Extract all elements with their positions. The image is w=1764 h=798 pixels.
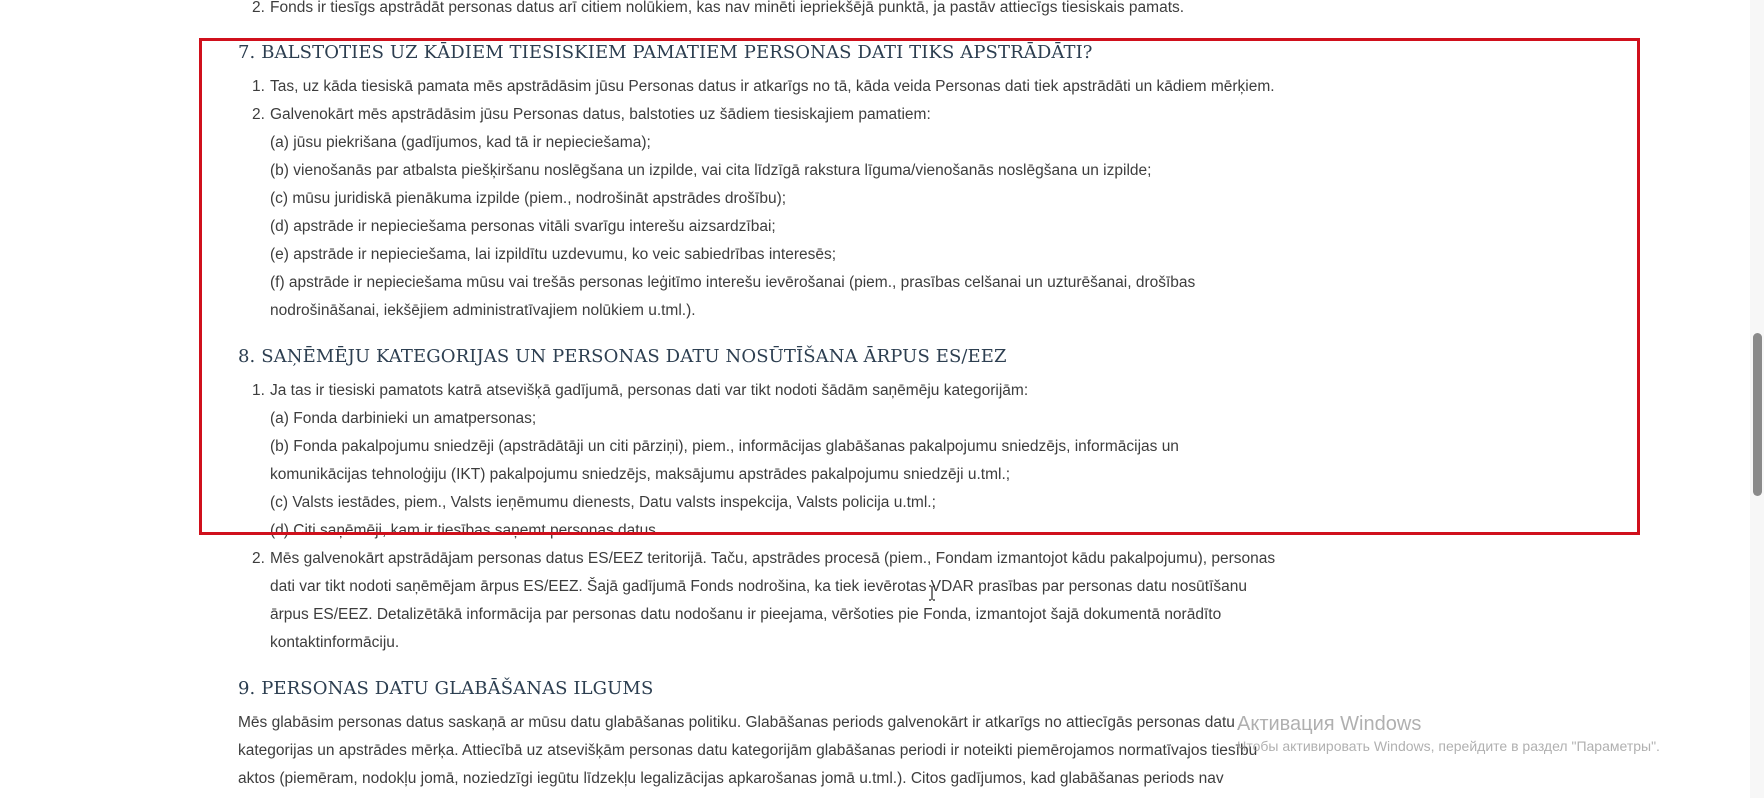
sub-item-b-line2: komunikācijas tehnoloģiju (IKT) pakalpojumu sniedzējs, maksājumu apstrādes pakalpojumu sniedzēji u.tml.; xyxy=(270,466,1011,483)
list-item-text-line1: Mēs galvenokārt apstrādājam personas datus ES/EEZ teritorijā. Taču, apstrādes procesā (piem., Fondam izmantojot kādu pakalpojumu), personas xyxy=(270,550,1276,567)
scrollbar[interactable] xyxy=(1750,0,1764,798)
sub-item-b-line1: (b) Fonda pakalpojumu sniedzēji (apstrādātāji un citi pārziņi), piem., informācijas glabāšanas pakalpojumu sniedzējs, informācijas un xyxy=(270,438,1179,455)
sub-item-d: (d) apstrāde ir nepieciešama personas vitāli svarīgu interešu aizsardzībai; xyxy=(270,218,776,235)
section-8-heading: 8. SAŅĒMĒJU KATEGORIJAS UN PERSONAS DATU NOSŪTĪŠANA ĀRPUS ES/EEZ xyxy=(238,346,1007,367)
sub-item-a: (a) Fonda darbinieki un amatpersonas; xyxy=(270,410,537,427)
sub-item-a: (a) jūsu piekrišana (gadījumos, kad tā ir nepieciešama); xyxy=(270,134,651,151)
sub-item-d: (d) Citi saņēmēji, kam ir tiesības saņemt personas datus. xyxy=(270,522,661,539)
section-7-heading: 7. BALSTOTIES UZ KĀDIEM TIESISKIEM PAMATIEM PERSONAS DATI TIKS APSTRĀDĀTI? xyxy=(238,42,1093,63)
paragraph-line3: aktos (piemēram, nodokļu jomā, noziedzīgi iegūtu līdzekļu legalizācijas apkarošanas jomā u.tml.). Citos gadījumos, kad glabāšanas periods nav xyxy=(238,770,1224,787)
paragraph-line1: Mēs glabāsim personas datus saskaņā ar mūsu datu glabāšanas politiku. Glabāšanas periods galvenokārt ir atkarīgs no attiecīgās personas datu xyxy=(238,714,1235,731)
watermark-subtitle: Чтобы активировать Windows, перейдите в раздел "Параметры". xyxy=(1237,738,1660,754)
list-item-text: Tas, uz kāda tiesiskā pamata mēs apstrādāsim jūsu Personas datus ir atkarīgs no tā, kāda veida Personas dati tiek apstrādāti un kādiem mērķiem. xyxy=(270,78,1275,95)
list-item-text: Galvenokārt mēs apstrādāsim jūsu Personas datus, balstoties uz šādiem tiesiskajiem pamatiem: xyxy=(270,106,931,123)
sub-item-e: (e) apstrāde ir nepieciešama, lai izpildītu uzdevumu, ko veic sabiedrības interesēs; xyxy=(270,246,837,263)
scrollbar-thumb[interactable] xyxy=(1753,333,1762,496)
list-item-text-line3: ārpus ES/EEZ. Detalizētākā informācija par personas datu nodošanu ir pieejama, vēršoties pie Fonda, izmantojot šajā dokumentā norādīto xyxy=(270,606,1222,623)
sub-item-f-line2: nodrošināšanai, iekšējiem administratīvajiem nolūkiem u.tml.). xyxy=(270,302,696,319)
list-item-text: Fonds ir tiesīgs apstrādāt personas datus arī citiem nolūkiem, kas nav minēti iepriekšējā punktā, ja pastāv attiecīgs tiesiskais pamats. xyxy=(270,0,1185,16)
list-item-number: 2. xyxy=(252,550,265,567)
section-9-heading: 9. PERSONAS DATU GLABĀŠANAS ILGUMS xyxy=(238,678,654,699)
sub-item-f-line1: (f) apstrāde ir nepieciešama mūsu vai trešās personas leģitīmo interešu ievērošanai (piem., prasības celšanai un uzturēšanai, drošības xyxy=(270,274,1196,291)
list-item-text: Ja tas ir tiesiski pamatots katrā atsevišķā gadījumā, personas dati var tikt nodoti šādām saņēmēju kategorijām: xyxy=(270,382,1029,399)
sub-item-c: (c) mūsu juridiskā pienākuma izpilde (piem., nodrošināt apstrādes drošību); xyxy=(270,190,787,207)
sub-item-b: (b) vienošanās par atbalsta piešķiršanu noslēgšana un izpilde, vai cita līdzīgā rakstura līguma/vienošanās noslēgšana un izpilde; xyxy=(270,162,1152,179)
sub-item-c: (c) Valsts iestādes, piem., Valsts ieņēmumu dienests, Datu valsts inspekcija, Valsts policija u.tml.; xyxy=(270,494,936,511)
watermark-title: Активация Windows xyxy=(1237,713,1422,735)
paragraph-line2: kategorijas un apstrādes mērķa. Attiecībā uz atsevišķām personas datu kategorijām glabāšanas periodi ir noteikti piemērojamos normatīvajos tiesību xyxy=(238,742,1258,759)
list-item-text-line4: kontaktinformāciju. xyxy=(270,634,400,651)
list-item-number: 2. xyxy=(252,0,265,16)
list-item-text-line2: dati var tikt nodoti saņēmējam ārpus ES/EEZ. Šajā gadījumā Fonds nodrošina, ka tiek ievērotas VDAR prasības par personas datu nosūtīšanu xyxy=(270,578,1248,595)
list-item-number: 1. xyxy=(252,382,265,399)
list-item-number: 2. xyxy=(252,106,265,123)
list-item-number: 1. xyxy=(252,78,265,95)
text-cursor-icon xyxy=(928,585,936,601)
